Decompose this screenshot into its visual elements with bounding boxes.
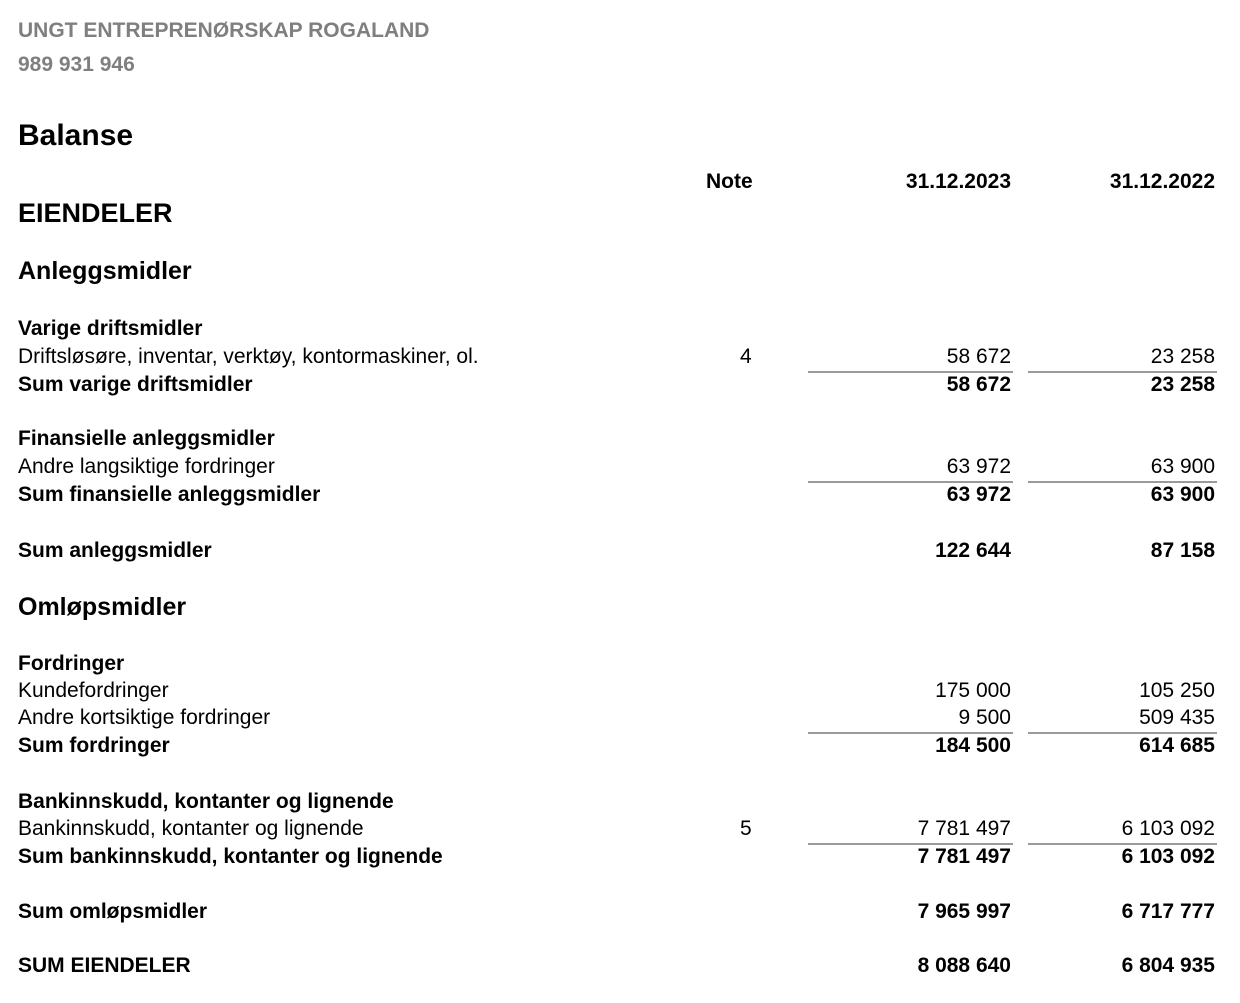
table-row [0, 344, 1240, 370]
row-label: SUM EIENDELER [18, 954, 191, 977]
column-header-2022: 31.12.2022 [1109, 170, 1215, 193]
row-value-2022: 63 900 [1150, 483, 1215, 506]
row-note: 5 [740, 817, 752, 840]
row-value-2023: 63 972 [946, 455, 1011, 478]
row-value-2023: 8 088 640 [917, 954, 1011, 977]
row-label: Fordringer [18, 652, 125, 675]
row-value-2023: 122 644 [935, 539, 1011, 562]
row-value-2023: 9 500 [958, 706, 1011, 729]
row-value-2022: 614 685 [1139, 734, 1215, 757]
row-value-2022: 6 717 777 [1121, 900, 1215, 923]
row-value-2022: 6 103 092 [1121, 817, 1215, 840]
row-label: Varige driftsmidler [18, 317, 203, 340]
column-header-note: Note [706, 170, 753, 193]
group-heading-current-assets: Omløpsmidler [18, 593, 187, 621]
table-row [0, 678, 1240, 704]
row-value-2023: 58 672 [946, 373, 1011, 396]
row-value-2023: 58 672 [946, 345, 1011, 368]
row-label: Finansielle anleggsmidler [18, 427, 275, 450]
row-value-2022: 6 804 935 [1121, 954, 1215, 977]
row-value-2022: 6 103 092 [1121, 845, 1215, 868]
row-label: Bankinnskudd, kontanter og lignende [18, 790, 394, 813]
row-label: Sum anleggsmidler [18, 539, 212, 562]
table-row [0, 426, 1240, 452]
group-heading-fixed-assets: Anleggsmidler [18, 257, 192, 285]
table-row [0, 789, 1240, 815]
subtotal-rule [808, 843, 1013, 845]
table-row [0, 899, 1240, 925]
row-value-2023: 175 000 [935, 679, 1011, 702]
row-value-2023: 63 972 [946, 483, 1011, 506]
row-value-2022: 23 258 [1150, 345, 1215, 368]
section-heading-assets: EIENDELER [18, 198, 173, 228]
row-label: Bankinnskudd, kontanter og lignende [18, 817, 364, 840]
row-value-2023: 7 781 497 [917, 845, 1011, 868]
row-value-2022: 87 158 [1150, 539, 1215, 562]
subtotal-rule [808, 481, 1013, 483]
table-row [0, 454, 1240, 480]
subtotal-rule [1028, 732, 1217, 734]
subtotal-rule [1028, 371, 1217, 373]
subtotal-rule [1028, 481, 1217, 483]
table-row [0, 844, 1240, 870]
row-label: Kundefordringer [18, 679, 169, 702]
table-row [0, 316, 1240, 342]
table-row [0, 482, 1240, 508]
page-title: Balanse [18, 119, 134, 152]
column-header-2023: 31.12.2023 [905, 170, 1011, 193]
row-value-2023: 7 965 997 [917, 900, 1011, 923]
subtotal-rule [1028, 843, 1217, 845]
row-label: Andre langsiktige fordringer [18, 455, 275, 478]
table-row [0, 651, 1240, 677]
row-label: Sum fordringer [18, 734, 170, 757]
table-row [0, 816, 1240, 842]
org-number: 989 931 946 [18, 53, 135, 76]
table-row [0, 372, 1240, 398]
row-value-2022: 509 435 [1139, 706, 1215, 729]
subtotal-rule [808, 371, 1013, 373]
row-label: Sum bankinnskudd, kontanter og lignende [18, 845, 443, 868]
table-row [0, 733, 1240, 759]
table-row [0, 953, 1240, 979]
row-value-2022: 23 258 [1150, 373, 1215, 396]
subtotal-rule [808, 732, 1013, 734]
row-value-2022: 63 900 [1150, 455, 1215, 478]
row-label: Andre kortsiktige fordringer [18, 706, 271, 729]
row-label: Sum finansielle anleggsmidler [18, 483, 321, 506]
row-label: Sum varige driftsmidler [18, 373, 253, 396]
table-row [0, 705, 1240, 731]
table-row [0, 538, 1240, 564]
company-name: UNGT ENTREPRENØRSKAP ROGALAND [18, 19, 430, 42]
row-note: 4 [740, 345, 752, 368]
row-value-2023: 7 781 497 [917, 817, 1011, 840]
row-label: Sum omløpsmidler [18, 900, 208, 923]
row-value-2022: 105 250 [1139, 679, 1215, 702]
row-label: Driftsløsøre, inventar, verktøy, kontormaskiner, ol. [18, 345, 479, 368]
row-value-2023: 184 500 [935, 734, 1011, 757]
